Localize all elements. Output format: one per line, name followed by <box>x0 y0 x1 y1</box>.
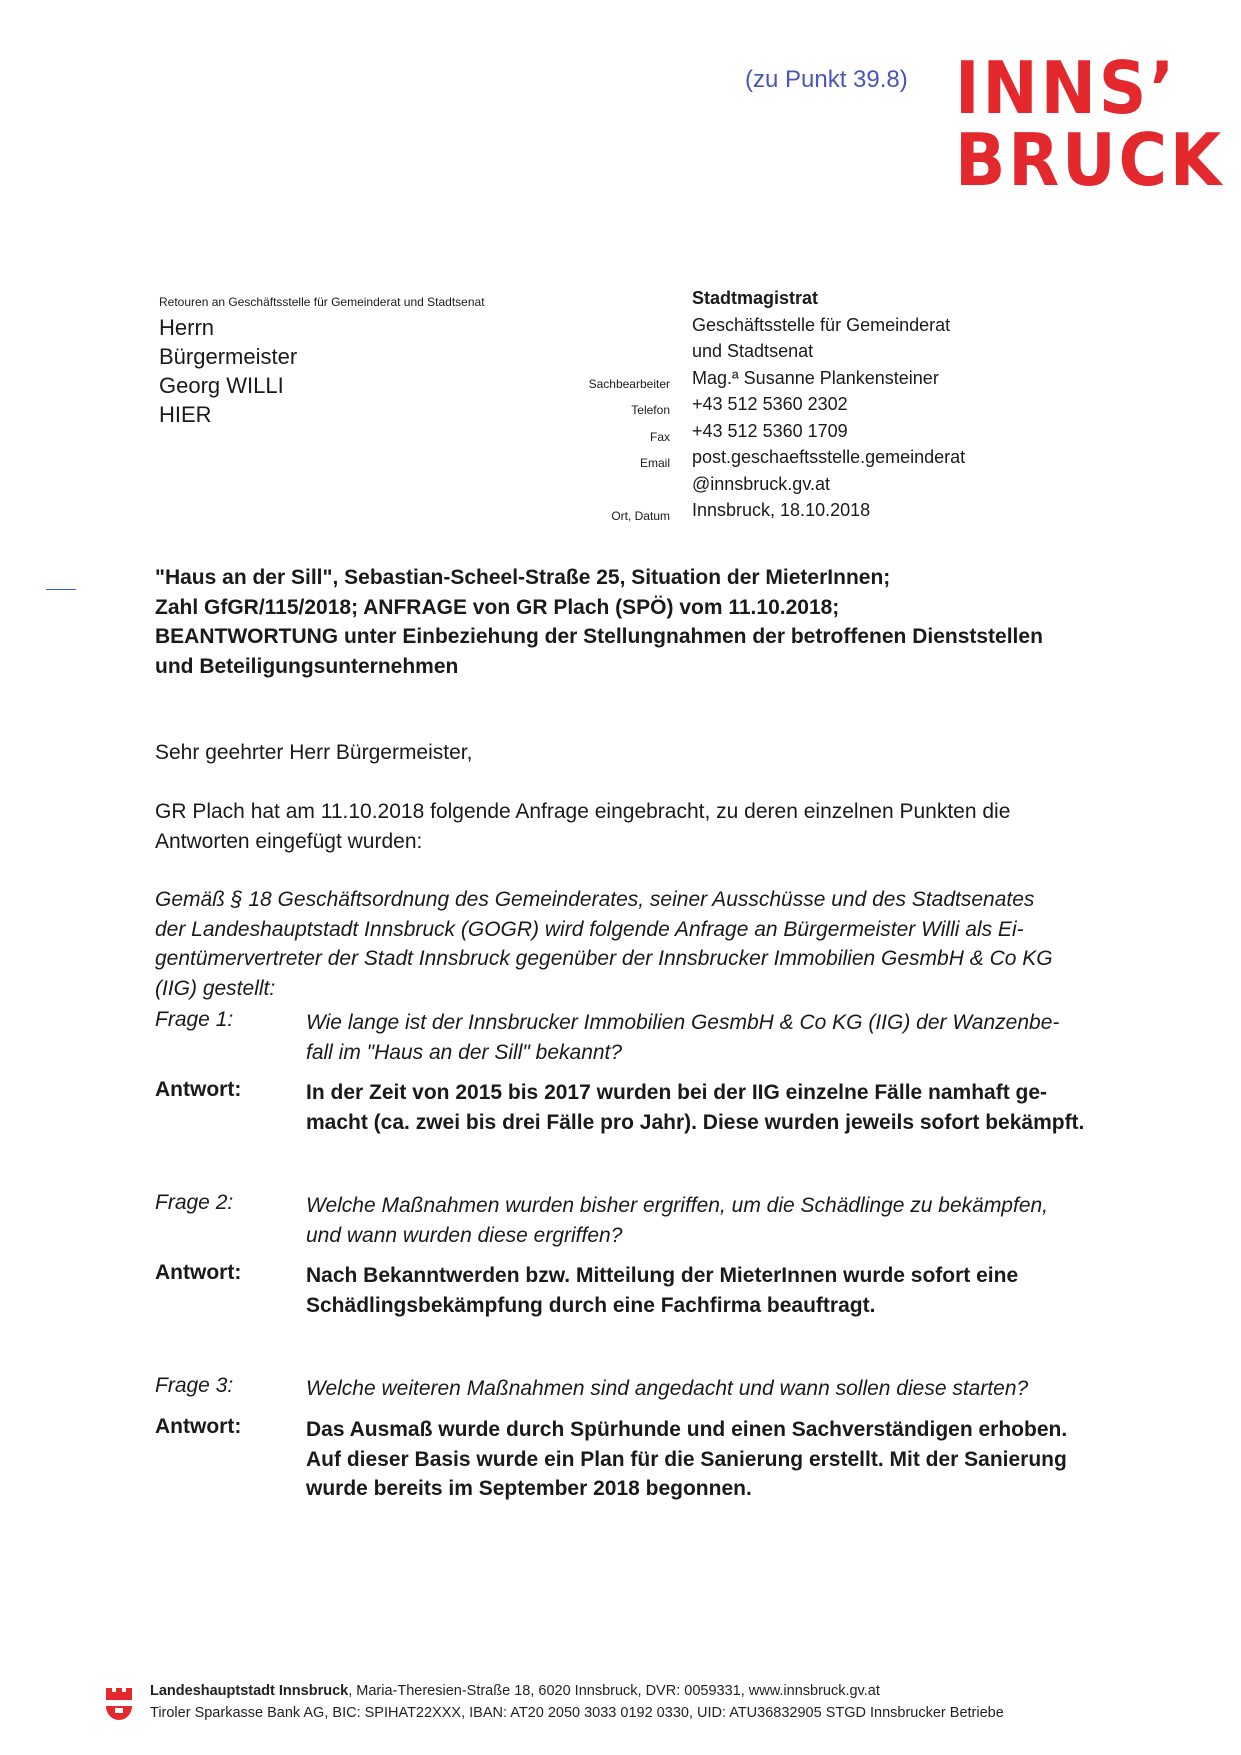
subject-line: "Haus an der Sill", Sebastian-Scheel-Straße 25, Situation der MieterInnen; <box>155 566 891 589</box>
department-line: Geschäftsstelle für Gemeinderat <box>692 314 951 335</box>
intro-line: Antworten eingefügt wurden: <box>155 829 423 853</box>
question-line: Welche Maßnahmen wurden bisher ergriffen, um die Schädlinge zu bekämpfen, <box>306 1194 1049 1217</box>
logo-line-1: INNS’ <box>955 46 1178 130</box>
subject-line: Zahl GfGR/115/2018; ANFRAGE von GR Plach (SPÖ) vom 11.10.2018; <box>155 595 840 619</box>
intro-paragraph <box>155 797 1145 856</box>
footer-address-text: , Maria-Theresien-Straße 18, 6020 Innsbruck, DVR: 0059331, www.innsbruck.gv.at <box>348 1683 880 1699</box>
place-date: Innsbruck, 18.10.2018 <box>692 500 871 520</box>
question-line: Wie lange ist der Innsbrucker Immobilien GesmbH & Co KG (IIG) der Wanzenbe- <box>306 1011 1060 1034</box>
subject-line: BEANTWORTUNG unter Einbeziehung der Stellungnahmen der betroffenen Dienststellen <box>155 625 1043 648</box>
answer-line: Nach Bekanntwerden bzw. Mitteilung der MieterInnen wurde sofort eine <box>306 1264 1019 1287</box>
recipient-line: Herrn <box>159 315 215 340</box>
inquiry-basis-line: gentümervertreter der Stadt Innsbruck gegenüber der Innsbrucker Immobilien GesmbH & Co KG <box>155 947 1053 970</box>
recipient-address <box>159 313 297 429</box>
question-2-label: Frage 2: <box>155 1191 234 1214</box>
recipient-line: Georg WILLI <box>159 373 284 398</box>
inquiry-basis-line: der Landeshauptstadt Innsbruck (GOGR) wird folgende Anfrage an Bürgermeister Willi als Ei- <box>155 917 1024 941</box>
department-line: und Stadtsenat <box>692 341 814 361</box>
place-date-label: Ort, Datum <box>611 509 670 523</box>
return-address-line: Retouren an Geschäftsstelle für Gemeinderat und Stadtsenat <box>159 295 485 309</box>
office-name: Stadtmagistrat <box>692 288 819 308</box>
logo-line-2: BRUCK <box>955 118 1225 202</box>
email-address[interactable]: post.geschaeftsstelle.gemeinderat <box>692 447 966 467</box>
question-line: fall im "Haus an der Sill" bekannt? <box>306 1040 623 1064</box>
answer-3-text <box>306 1415 1141 1504</box>
question-3-text <box>306 1374 1141 1404</box>
question-1-label: Frage 1: <box>155 1008 234 1031</box>
inquiry-basis-line: Gemäß § 18 Geschäftsordnung des Gemeinderates, seiner Ausschüsse und des Stadtsenates <box>155 888 1035 911</box>
footer-address <box>150 1683 880 1699</box>
question-line: Welche weiteren Maßnahmen sind angedacht und wann sollen diese starten? <box>306 1377 1029 1400</box>
answer-line: In der Zeit von 2015 bis 2017 wurden bei der IIG einzelne Fälle namhaft ge- <box>306 1081 1048 1104</box>
fax-number: +43 512 5360 1709 <box>692 420 848 441</box>
answer-line: Auf dieser Basis wurde ein Plan für die Sanierung erstellt. Mit der Sanierung <box>306 1447 1067 1471</box>
question-line: und wann wurden diese ergriffen? <box>306 1223 623 1247</box>
subject-line: und Beteiligungsunternehmen <box>155 654 459 678</box>
recipient-line: HIER <box>159 402 212 427</box>
fax-label: Fax <box>649 430 670 444</box>
recipient-line: Bürgermeister <box>159 344 298 369</box>
subject-block <box>155 563 1140 681</box>
answer-line: macht (ca. zwei bis drei Fälle pro Jahr). Diese wurden jeweils sofort bekämpft. <box>306 1110 1085 1134</box>
margin-mark <box>46 589 76 590</box>
innsbruck-crest-icon <box>104 1684 134 1722</box>
innsbruck-logo <box>955 46 1225 202</box>
answer-2-text <box>306 1261 1141 1320</box>
question-1-text <box>306 1008 1141 1067</box>
answer-line: Schädlingsbekämpfung durch eine Fachfirma beauftragt. <box>306 1293 876 1317</box>
phone-label: Telefon <box>631 403 670 417</box>
email-address-domain[interactable]: @innsbruck.gv.at <box>692 473 830 494</box>
reference-note: (zu Punkt 39.8) <box>745 66 908 93</box>
question-2-text <box>306 1191 1141 1250</box>
clerk-label: Sachbearbeiter <box>588 377 670 391</box>
answer-line: Das Ausmaß wurde durch Spürhunde und einen Sachverständigen erhoben. <box>306 1418 1068 1441</box>
question-3-label: Frage 3: <box>155 1374 234 1397</box>
inquiry-basis-line: (IIG) gestellt: <box>155 976 276 1000</box>
footer-bank-details: Tiroler Sparkasse Bank AG, BIC: SPIHAT22XXX, IBAN: AT20 2050 3033 0192 0330, UID: ATU36832905 STGD Innsbrucker Betriebe <box>150 1705 1004 1721</box>
answer-line: wurde bereits im September 2018 begonnen. <box>306 1477 752 1500</box>
intro-line: GR Plach hat am 11.10.2018 folgende Anfrage eingebracht, zu deren einzelnen Punkten die <box>155 800 1011 823</box>
inquiry-basis-paragraph <box>155 885 1145 1003</box>
phone-number: +43 512 5360 2302 <box>692 394 848 414</box>
answer-1-label: Antwort: <box>155 1078 242 1101</box>
clerk-name: Mag.ª Susanne Plankensteiner <box>692 367 939 388</box>
salutation: Sehr geehrter Herr Bürgermeister, <box>155 741 473 764</box>
answer-1-text <box>306 1078 1141 1137</box>
email-label: Email <box>639 456 670 470</box>
answer-3-label: Antwort: <box>155 1415 242 1438</box>
footer-org-name: Landeshauptstadt Innsbruck <box>150 1683 349 1699</box>
answer-2-label: Antwort: <box>155 1261 242 1284</box>
